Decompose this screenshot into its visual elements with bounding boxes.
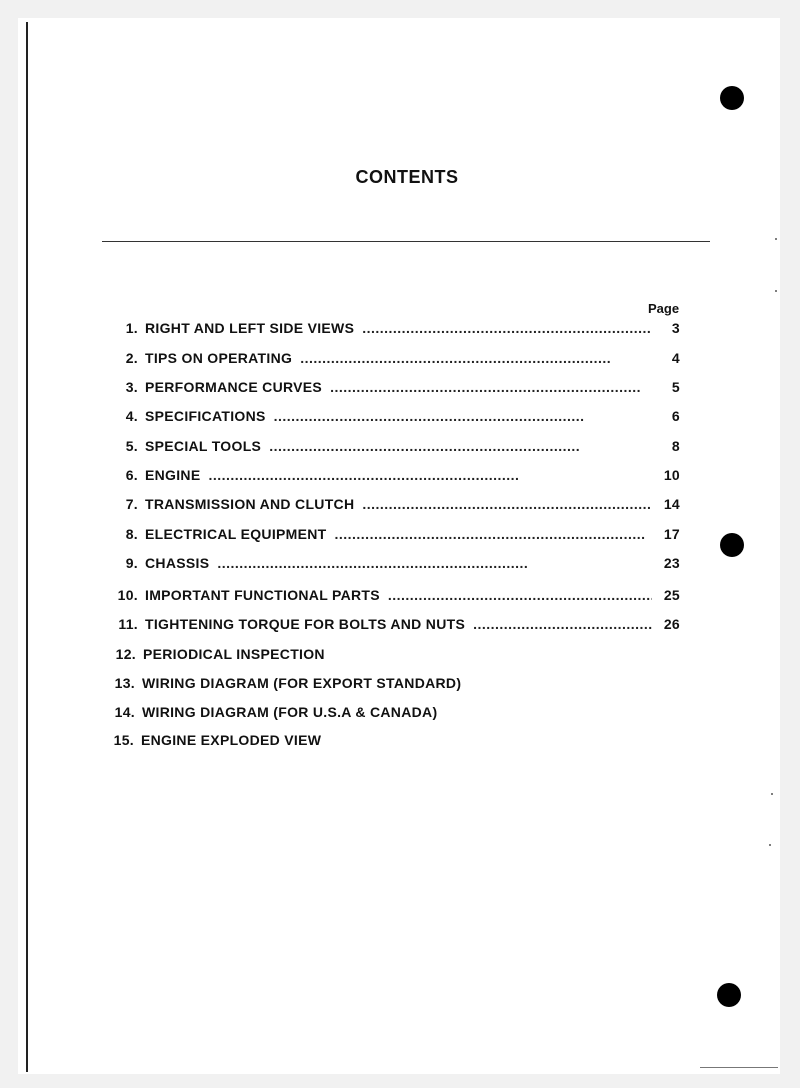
- toc-entry: [114, 616, 680, 632]
- toc-entry: [114, 379, 680, 395]
- entry-number: 11.: [118, 616, 138, 632]
- toc-entry: [114, 467, 680, 483]
- entry-page: 10: [663, 467, 680, 483]
- entry-page: 26: [663, 616, 680, 632]
- toc-entry: [114, 350, 680, 366]
- entry-label: PERFORMANCE CURVES: [145, 379, 323, 395]
- dot-leader: [388, 587, 652, 603]
- entry-label: SPECIAL TOOLS: [145, 438, 262, 454]
- contents-title: CONTENTS: [355, 167, 459, 187]
- toc-entry: [114, 496, 680, 512]
- entry-number: 12.: [115, 646, 136, 662]
- entry-page: 4: [671, 350, 680, 366]
- toc-entry: [114, 438, 680, 454]
- entry-page: 8: [671, 438, 680, 454]
- dot-leader: [362, 496, 652, 512]
- entry-page: 17: [663, 526, 680, 542]
- page-column-header: Page: [648, 301, 680, 316]
- entry-number: 6.: [125, 467, 138, 483]
- dot-leader: [330, 379, 652, 395]
- entry-label: TIGHTENING TORQUE FOR BOLTS AND NUTS: [145, 616, 466, 632]
- entry-number: 3.: [125, 379, 138, 395]
- entry-number: 1.: [125, 320, 138, 336]
- toc-entry: [111, 675, 461, 691]
- entry-number: 9.: [125, 555, 138, 571]
- dot-leader: [300, 350, 652, 366]
- toc-entry: [114, 320, 680, 336]
- toc-entry: [114, 408, 680, 424]
- entry-label: PERIODICAL INSPECTION: [143, 646, 325, 662]
- entry-number: 15.: [113, 732, 134, 748]
- toc-entry: [111, 704, 437, 720]
- dot-leader: [473, 616, 652, 632]
- entry-label: ENGINE EXPLODED VIEW: [141, 732, 322, 748]
- entry-number: 4.: [125, 408, 138, 424]
- dot-leader: [208, 467, 652, 483]
- entry-number: 2.: [125, 350, 138, 366]
- entry-page: 6: [671, 408, 680, 424]
- toc-entry: [114, 555, 680, 571]
- toc-entry: [112, 646, 325, 662]
- entry-page: 3: [671, 320, 680, 336]
- dot-leader: [269, 438, 652, 454]
- dot-leader: [217, 555, 652, 571]
- entry-label: ENGINE: [145, 467, 201, 483]
- entry-number: 13.: [114, 675, 135, 691]
- entry-number: 14.: [114, 704, 135, 720]
- toc-entry: [110, 732, 321, 748]
- entry-number: 5.: [125, 438, 138, 454]
- entry-page: 25: [663, 587, 680, 603]
- entry-page: 23: [663, 555, 680, 571]
- dot-leader: [274, 408, 652, 424]
- entry-label: WIRING DIAGRAM (FOR U.S.A & CANADA): [142, 704, 438, 720]
- dot-leader: [335, 526, 652, 542]
- entry-label: WIRING DIAGRAM (FOR EXPORT STANDARD): [142, 675, 462, 691]
- entry-number: 7.: [125, 496, 138, 512]
- entry-label: SPECIFICATIONS: [145, 408, 266, 424]
- entry-page: 14: [663, 496, 680, 512]
- toc-entry: [114, 526, 680, 542]
- entry-label: IMPORTANT FUNCTIONAL PARTS: [145, 587, 380, 603]
- entry-number: 10.: [117, 587, 138, 603]
- dot-leader: [362, 320, 652, 336]
- entry-page: 5: [671, 379, 680, 395]
- toc-entry: [114, 587, 680, 603]
- entry-number: 8.: [125, 526, 138, 542]
- entry-label: CHASSIS: [145, 555, 210, 571]
- entry-label: TRANSMISSION AND CLUTCH: [145, 496, 355, 512]
- entry-label: TIPS ON OPERATING: [145, 350, 293, 366]
- entry-label: ELECTRICAL EQUIPMENT: [145, 526, 327, 542]
- entry-label: RIGHT AND LEFT SIDE VIEWS: [145, 320, 355, 336]
